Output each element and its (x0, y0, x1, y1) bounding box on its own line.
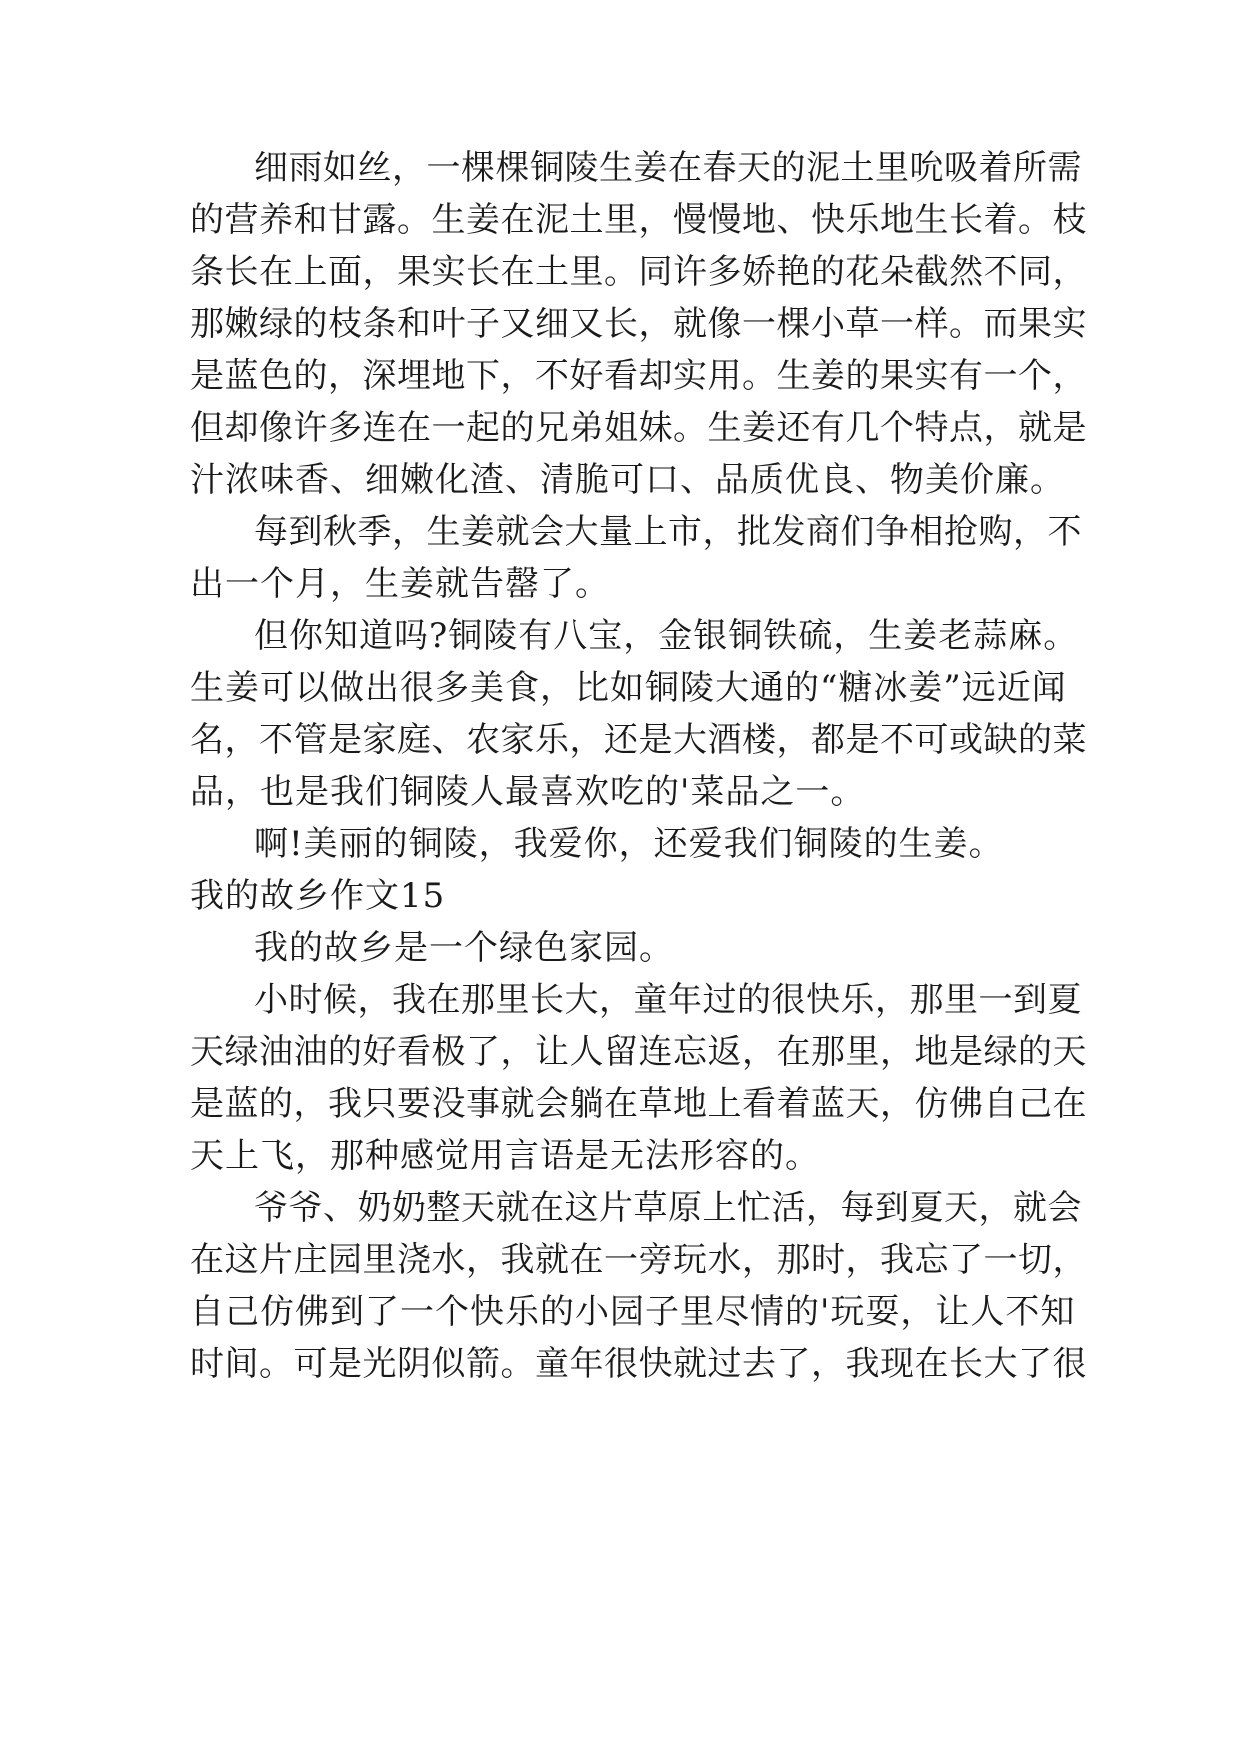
paragraph-line: 每到秋季，生姜就会大量上市，批发商们争相抢购，不 (254, 512, 1082, 552)
paragraph-line: 细雨如丝，一棵棵铜陵生姜在春天的泥土里吮吸着所需 (254, 148, 1082, 188)
paragraph-line: 名，不管是家庭、农家乐，还是大酒楼，都是不可或缺的菜 (190, 720, 1087, 760)
paragraph-line: 自己仿佛到了一个快乐的小园子里尽情的'玩耍，让人不知 (190, 1292, 1076, 1332)
paragraph-line: 品，也是我们铜陵人最喜欢吃的'菜品之一。 (190, 772, 866, 812)
paragraph-line: 但却像许多连在一起的兄弟姐妹。生姜还有几个特点，就是 (190, 408, 1087, 448)
section-heading: 我的故乡作文15 (190, 876, 446, 916)
paragraph-line: 小时候，我在那里长大，童年过的很快乐，那里一到夏 (254, 980, 1082, 1020)
paragraph-line: 时间。可是光阴似箭。童年很快就过去了，我现在长大了很 (190, 1344, 1087, 1384)
paragraph-line: 但你知道吗?铜陵有八宝，金银铜铁硫，生姜老蒜麻。 (254, 616, 1079, 656)
paragraph-line: 的营养和甘露。生姜在泥土里，慢慢地、快乐地生长着。枝 (190, 200, 1087, 240)
paragraph-line: 啊!美丽的铜陵，我爱你，还爱我们铜陵的生姜。 (254, 824, 1004, 864)
paragraph-line: 出一个月，生姜就告罄了。 (190, 564, 610, 604)
paragraph-line: 条长在上面，果实长在土里。同许多娇艳的花朵截然不同， (190, 252, 1087, 292)
paragraph-line: 是蓝色的，深埋地下，不好看却实用。生姜的果实有一个， (190, 356, 1087, 396)
paragraph-line: 天上飞，那种感觉用言语是无法形容的。 (190, 1136, 820, 1176)
paragraph-line: 那嫩绿的枝条和叶子又细又长，就像一棵小草一样。而果实 (190, 304, 1087, 344)
paragraph-line: 天绿油油的好看极了，让人留连忘返，在那里，地是绿的天 (190, 1032, 1087, 1072)
paragraph-line: 是蓝的，我只要没事就会躺在草地上看着蓝天，仿佛自己在 (190, 1084, 1087, 1124)
paragraph-line: 爷爷、奶奶整天就在这片草原上忙活，每到夏天，就会 (254, 1188, 1082, 1228)
paragraph-line: 我的故乡是一个绿色家园。 (254, 928, 674, 968)
paragraph-line: 汁浓味香、细嫩化渣、清脆可口、品质优良、物美价廉。 (190, 460, 1065, 500)
paragraph-line: 在这片庄园里浇水，我就在一旁玩水，那时，我忘了一切， (190, 1240, 1087, 1280)
paragraph-line: 生姜可以做出很多美食，比如铜陵大通的“糖冰姜”远近闻 (190, 668, 1067, 708)
